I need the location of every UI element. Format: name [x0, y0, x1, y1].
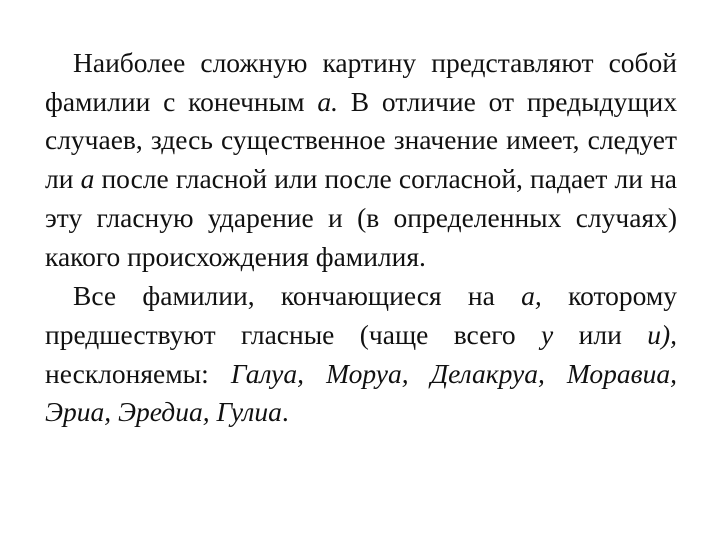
italic-vowel-i: и), — [647, 318, 677, 350]
paragraph-1-text-b: В отличие от предыдущих случаев, здесь существенное значение имеет, следует ли — [45, 85, 677, 195]
paragraph-2-text-c: или — [553, 318, 648, 350]
surname-examples: Галуа, Моруа, Делакруа, Моравиа, Эриа, Эредиа, Гулиа — [45, 357, 677, 428]
paragraph-2-text-b: которому предшествуют гласные (чаще всего — [45, 280, 677, 350]
paragraph-1-text-a: Наиболее сложную картину представляют собой фамилии с конечным — [45, 47, 677, 117]
paragraph-1 — [45, 44, 677, 276]
italic-letter-a: а. — [317, 85, 338, 117]
italic-letter-a-3: а, — [521, 280, 542, 312]
paragraph-1-text-c: после гласной или после согласной, падает ли на эту гласную ударение и (в определенных случаях) какого происхождения фамилия. — [45, 163, 677, 272]
italic-letter-a-2: а — [80, 163, 95, 195]
paragraph-2-text-a: Все фамилии, кончающиеся на — [73, 280, 522, 312]
paragraph-2-end: . — [281, 396, 289, 428]
slide-body — [45, 44, 677, 432]
paragraph-2 — [45, 277, 677, 432]
italic-vowel-u: у — [541, 318, 554, 350]
paragraph-2-text-d: несклоняемы: — [45, 357, 231, 389]
